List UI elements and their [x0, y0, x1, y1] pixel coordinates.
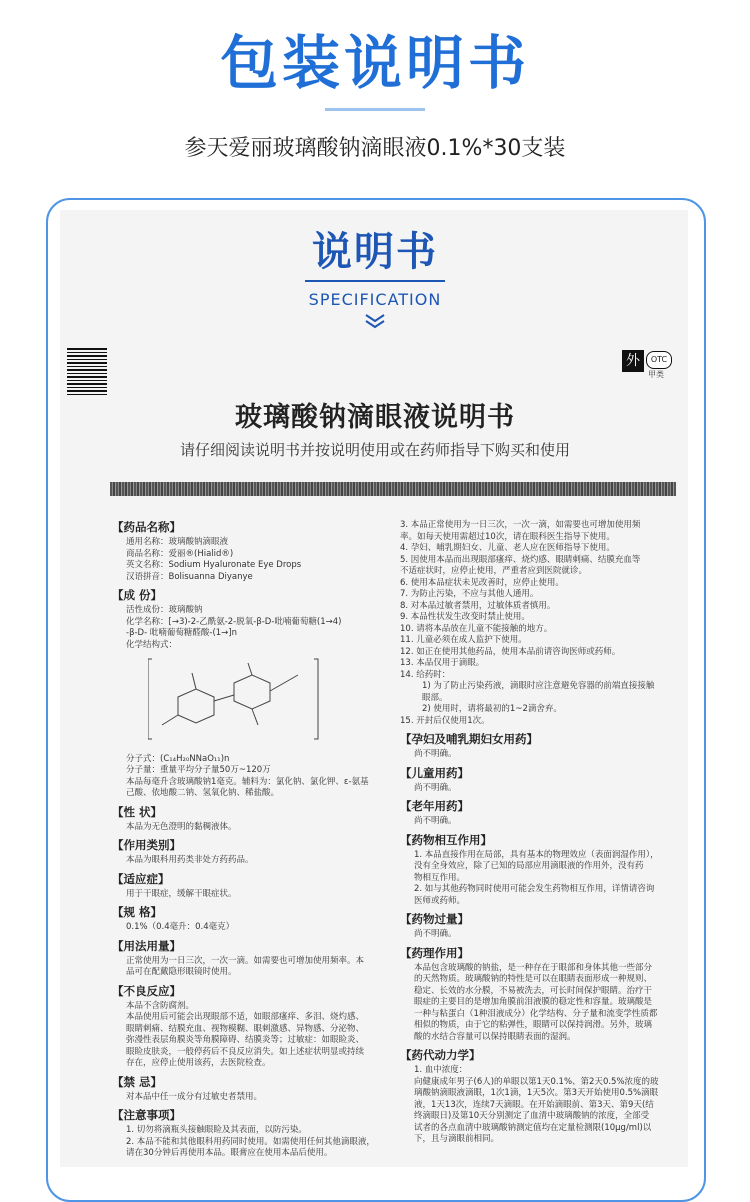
text-line: 存在，应停止使用该药，去医院检查。: [126, 1058, 271, 1068]
text-line: 品可在配戴隐形眼镜时使用。: [126, 967, 237, 977]
section-heading: 【孕妇及哺乳期妇女用药】: [400, 732, 538, 746]
section-heading: 【适应症】: [112, 871, 170, 886]
text-line: 化学名称：[→3)-2-乙酰氨-2-脱氧-β-D-吡喃葡萄糖(1→4): [126, 616, 342, 627]
section-heading: 【药代动力学】: [400, 1048, 481, 1062]
text-line: 一种与粘蛋白（1种泪液成分）化学结构、分子量和流变学性质都: [414, 1008, 658, 1019]
text-line: 的天然物质。玻璃酸钠的特性是可以在眼睛表面形成一种规则、: [414, 974, 653, 984]
text-line: 10. 请将本品放在儿童不能接触的地方。: [400, 623, 553, 634]
text-line: 请在30分钟后再使用本品。眼膏应在使用本品后使用。: [126, 1148, 333, 1158]
text-line: 14. 给药时：: [400, 669, 451, 680]
text-line: 眼睛刺痛、结膜充血、视物模糊、眼刺激感、异物感、分泌物、: [126, 1023, 365, 1034]
text-line: 眼症的主要目的是增加角膜前泪液膜的稳定性和容量。玻璃酸是: [414, 997, 653, 1007]
text-line: 正常使用为一日三次，一次一滴。如需要也可增加使用频率。本: [126, 955, 365, 966]
text-line: 尚不明确。: [414, 782, 457, 793]
text-line: 不适症状时，应停止使用，严重者应到医院就诊。: [400, 566, 588, 576]
text-line: 用于干眼症，缓解干眼症状。: [126, 888, 237, 899]
text-line: 2. 本品不能和其他眼科用药同时使用。如需使用任何其他滴眼液，: [126, 1136, 375, 1147]
text-line: 眼部。: [422, 692, 448, 703]
section-category: [112, 838, 397, 867]
chemical-structure-diagram: [148, 653, 338, 745]
product-subtitle: 参天爱丽玻璃酸钠滴眼液0.1%*30支装: [184, 136, 566, 161]
text-line: 分子量：重量平均分子量50万~120万: [126, 765, 271, 775]
text-line: 通用名称：玻璃酸钠滴眼液: [126, 537, 229, 547]
section-heading: 【注意事项】: [112, 1108, 181, 1122]
section-pregnancy: [400, 732, 680, 761]
text-line: 本品包含玻璃酸的钠盐，是一种存在于眼部和身体其他一些部分: [414, 962, 653, 973]
text-line: 9. 本品性状发生改变时禁止使用。: [400, 612, 530, 622]
text-line: 8. 对本品过敏者禁用，过敏体质者慎用。: [400, 600, 556, 611]
section-heading: 【规 格】: [112, 905, 163, 919]
text-line: 13. 本品仅用于滴眼。: [400, 658, 485, 668]
text-line: 没有全身效应，除了已知的局部应用滴眼液的作用外，没有药: [414, 861, 644, 871]
barcode-icon: [67, 348, 107, 396]
section-properties: [112, 805, 397, 834]
text-line: 3. 本品正常使用为一日三次，一次一滴，如需要也可增加使用频: [400, 520, 641, 530]
section-interactions: [400, 833, 680, 908]
section-precautions: [112, 1108, 397, 1160]
text-line: 1. 切勿将滴瓶头接触眼睑及其表面，以防污染。: [126, 1125, 307, 1135]
text-line: 相似的物质，由于它的粘弹性，眼睛可以保持润滑。另外，玻璃: [414, 1020, 653, 1030]
section-heading: 【老年用药】: [400, 799, 469, 813]
chevron-down-icon: [362, 312, 388, 330]
text-line: 本品使用后可能会出现眼部不适，如眼部瘙痒、多泪、烧灼感、: [126, 1012, 365, 1022]
text-line: 尚不明确。: [414, 749, 457, 759]
text-line: 0.1%（0.4毫升：0.4毫克）: [126, 922, 235, 932]
text-line: 稳定、长效的水分膜，不易被洗去，可长时间保护眼睛。治疗干: [414, 985, 653, 996]
text-line: 1. 血中浓度：: [414, 1065, 468, 1075]
text-line: 本品每毫升含玻璃酸钠1毫克。辅料为：氯化钠、氯化钾、ε-氨基: [126, 776, 369, 787]
text-line: 本品为眼科用药类非处方药药品。: [126, 855, 254, 865]
section-pharmacology: [400, 946, 680, 1044]
page-title: 包装说明书: [219, 29, 530, 97]
section-heading: 【性 状】: [112, 804, 163, 819]
text-line: 尚不明确。: [414, 929, 457, 939]
section-composition: [112, 588, 397, 800]
section-adverse-reactions: [112, 984, 397, 1070]
text-line: 分子式：(C₁₄H₂₀NNaO₁₁)n: [126, 753, 230, 764]
left-column: [112, 520, 397, 1165]
text-line: 本品不含防腐剂。: [126, 1000, 195, 1011]
section-geriatric: [400, 799, 680, 828]
text-line: 2. 如与其他药物同时使用可能会发生药物相互作用，详情请咨询: [414, 884, 655, 894]
text-line: 英文名称：Sodium Hyaluronate Eye Drops: [126, 560, 302, 570]
external-use-badge: 外: [622, 350, 644, 372]
text-line: 向健康成年男子(6人)的单眼以第1天0.1%、第2天0.5%浓度的玻: [414, 1076, 659, 1087]
text-line: 下，且与滴眼前相同。: [414, 1134, 500, 1144]
text-line: 己酸、依地酸二钠、氢氧化钠、稀盐酸。: [126, 788, 280, 798]
text-line: 终滴眼日)及第10天分别测定了血清中玻璃酸钠的浓度，全部受: [414, 1111, 650, 1121]
text-line: 璃酸钠滴眼液滴眼，1次1滴，1天5次。第3天开始使用0.5%滴眼: [414, 1088, 659, 1098]
text-line: 化学结构式：: [126, 639, 178, 650]
otc-badge: OTC: [646, 351, 672, 369]
section-heading: 【药品名称】: [112, 520, 181, 534]
section-specification: [112, 905, 397, 934]
section-heading: 【不良反应】: [112, 983, 181, 998]
text-line: -β-D- 吡喃葡萄糖醛酸-(1→]n: [126, 628, 237, 638]
text-line: 本品为无色澄明的黏稠液体。: [126, 821, 237, 832]
section-dosage: [112, 939, 397, 979]
text-line: 6. 使用本品症状未见改善时，应停止使用。: [400, 577, 564, 588]
text-line: 活性成份：玻璃酸钠: [126, 605, 203, 615]
text-line: 眼睑皮肤炎，一般停药后不良反应消失。如上述症状明显或持续: [126, 1046, 365, 1057]
section-heading: 【成 份】: [112, 588, 163, 602]
title-underline: [325, 108, 425, 111]
section-precautions-cont: [400, 520, 680, 727]
section-pediatric: [400, 766, 680, 795]
leaflet-subtitle: 请仔细阅读说明书并按说明使用或在药师指导下购买和使用: [179, 441, 570, 459]
section-heading: 【药物相互作用】: [400, 832, 492, 847]
section-heading: 【药物过量】: [400, 912, 469, 926]
text-line: 5. 因使用本品而出现眼部瘙痒、烧灼感、眼睛刺痛、结膜充血等: [400, 554, 641, 565]
text-line: 液，1天13次，连续7天滴眼。在开始滴眼前、第3天、第9天(结: [414, 1099, 654, 1110]
text-line: 商品名称：爱丽®(Hialid®): [126, 548, 234, 559]
text-line: 2) 使用时，请将最初的1~2滴舍弃。: [422, 704, 562, 714]
sheet-title-rule: [305, 280, 445, 282]
section-overdose: [400, 912, 680, 941]
text-line: 汉语拼音：Bolisuanna Diyanye: [126, 571, 253, 582]
sheet-title-en: SPECIFICATION: [308, 290, 442, 309]
text-line: 7. 为防止污染，不应与其他人通用。: [400, 589, 539, 599]
section-heading: 【禁 忌】: [112, 1074, 163, 1089]
section-heading: 【药理作用】: [400, 945, 469, 960]
text-line: 酸的水结合容量可以保持眼睛表面的湿润。: [414, 1031, 576, 1042]
text-line: 15. 开封后仅使用1次。: [400, 715, 490, 726]
text-line: 1) 为了防止污染药液，滴眼时应注意避免容器的前端直接接触: [422, 681, 655, 691]
section-heading: 【用法用量】: [112, 938, 181, 953]
right-column: [400, 520, 680, 1151]
section-heading: 【儿童用药】: [400, 765, 469, 780]
divider-band: [110, 482, 676, 496]
section-indications: [112, 872, 397, 901]
text-line: 对本品中任一成分有过敏史者禁用。: [126, 1091, 263, 1102]
text-line: 率。如每天使用需超过10次，请在眼科医生指导下使用。: [400, 531, 615, 542]
text-line: 11. 儿童必须在成人监护下使用。: [400, 635, 527, 645]
sheet-title: 说明书: [312, 229, 438, 275]
class-a-label: 甲类: [648, 370, 664, 379]
text-line: 尚不明确。: [414, 816, 457, 826]
text-line: 12. 如正在使用其他药品，使用本品前请咨询医师或药师。: [400, 646, 621, 657]
section-name: [112, 520, 397, 583]
section-contraindications: [112, 1075, 397, 1104]
section-pharmacokinetics: [400, 1048, 680, 1146]
section-heading: 【作用类别】: [112, 838, 181, 852]
text-line: 医师或药师。: [414, 895, 466, 906]
text-line: 物相互作用。: [414, 872, 466, 883]
text-line: 弥漫性表层角膜炎等角膜障碍、结膜炎等；过敏症：如眼睑炎、: [126, 1035, 365, 1045]
text-line: 4. 孕妇、哺乳期妇女、儿童、老人应在医师指导下使用。: [400, 543, 615, 553]
leaflet-title: 玻璃酸钠滴眼液说明书: [235, 402, 515, 433]
text-line: 试者的各点血清中玻璃酸钠测定值均在定量检测限(10μg/ml)以: [414, 1122, 652, 1133]
text-line: 1. 本品直接作用在局部，具有基本的物理效应（表面润湿作用），: [414, 849, 659, 860]
